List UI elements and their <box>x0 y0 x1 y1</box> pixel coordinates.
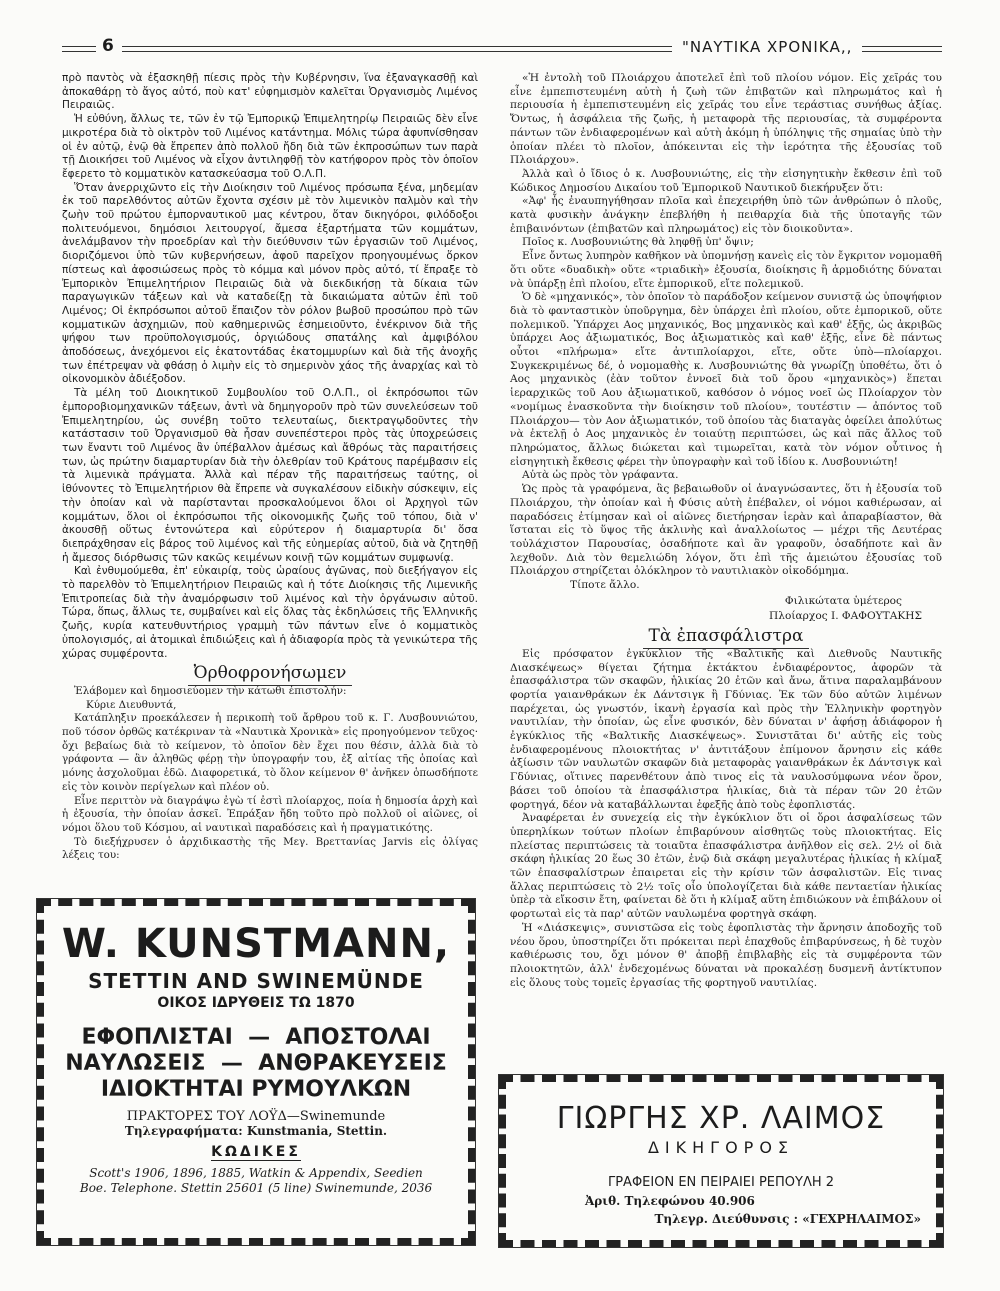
masthead-title: "ΝΑΥΤΙΚΑ ΧΡΟΝΙΚΑ,, <box>682 38 853 56</box>
article-paragraph: Ἡ «Διάσκεψις», συνιστῶσα εἰς τοὺς ἐφοπλιστὰς τὴν ἄρνησιν ἀποδοχῆς τοῦ νέου ὅρου, ὑποστηρίζει ὅτι πρόκειται περὶ ἐπαχθοῦς ἐπιβαρύνσεως, ἡ δὲ τυχὸν καθιέρωσις του, ὄχι μόνον θ' ἀποβῇ ἐπιβλαβὴς εἰς τὰ συμφέροντα τῶν πλοιοκτητῶν, ἀλλ' ἐνδεχομένως δύναται νὰ προκαλέσῃ δυσμενῆ ἀντίκτυπον εἰς ὅλους τοὺς τομεῖς ἐργασίας τῆς φορτηγοῦ ναυτιλίας. <box>510 921 942 989</box>
article-paragraph: Καὶ ἐνθυμούμεθα, ἐπ' εὐκαιρίᾳ, τοὺς ὡραίους ἀγῶνας, ποὺ διεξήγαγον εἰς τὸ παρελθὸν τὸ Ἐπιμελητήριον Πειραιῶς καὶ ἡ τότε Διοίκησις τῆς Λιμενικῆς Ἐπιτροπείας διὰ τὴν ἀναμόρφωσιν τοῦ λιμένος καὶ τὴν ὀργάνωσιν αὐτοῦ. Τώρα, ὅπως, ἄλλως τε, συμβαίνει καὶ εἰς ὅλας τὰς ἐκδηλώσεις τῆς Ἑλληνικῆς ζωῆς, κυρία κατευθυντήριος γραμμὴ τῶν πάντων εἶνε ὁ κομματικὸς ὑπολογισμός, αἱ ἀτομικαὶ ἐπιδιώξεις καὶ ἡ ἀδιαφορία πρὸς τὰ γενικώτερα τῆς χώρας συμφέροντα. <box>62 565 478 660</box>
ad-services-row-1: ΕΦΟΠΛΙΣΤΑΙ — ΑΠΟΣΤΟΛΑΙ <box>81 1025 431 1050</box>
letter-paragraph: Ἀλλὰ καὶ ὁ ἴδιος ὁ κ. Λυσβουνιώτης, εἰς τὴν εἰσηγητικὴν ἔκθεσιν ἐπὶ τοῦ Κώδικος Δημοσίου Δικαίου τοῦ Ἐμπορικοῦ Ναυτικοῦ διεκήρυξεν ὅτι: <box>510 167 942 194</box>
header-rule-middle <box>122 46 672 52</box>
ad-phone-number: Ἀριθ. Τηλεφώνου 40.906 <box>585 1194 755 1208</box>
article-paragraph: Ἡ εὐθύνη, ἄλλως τε, τῶν ἐν τῷ Ἐμπορικῷ Ἐπιμελητηρίῳ Πειραιῶς δὲν εἶνε μικροτέρα διὰ τὸ οἰκτρὸν τοῦ Λιμένος κατάντημα. Μόλις τώρα ἀφυπνίσθησαν οἱ ἐν αὐτῷ, ἐνῷ θὰ ἔπρεπεν ἀπὸ πολλοῦ ἤδη διὰ τῶν ἐκπροσώπων των παρὰ τῇ Διοικήσει τοῦ Λιμένος νὰ εἶχον ἀντιληφθῇ τὸν κατήφορον πρὸς τὸν ὁποῖον ἔφερετο τὸ κομματικὸν κατασκεύασμα τοῦ Ο.Λ.Π. <box>62 113 478 180</box>
letter-paragraph: Αὐτὰ ὡς πρὸς τὸν γράφαντα. <box>522 469 679 482</box>
header-rule-left <box>62 46 96 52</box>
article-paragraph: πρὸ παντὸς νὰ ἐξασκηθῇ πίεσις πρὸς τὴν Κυβέρνησιν, ἵνα ἐξαναγκασθῇ καὶ ἀποκαθάρῃ τὸ ἄγος αὐτό, ποὺ κατ' εὐφημισμὸν καλεῖται Ὀργανισμὸς Λιμένος Πειραιῶς. <box>62 72 478 112</box>
ad-codes-line-1: Scott's 1906, 1896, 1885, Watkin & Appendix, Seedien <box>89 1166 423 1180</box>
left-column <box>62 72 478 863</box>
article-paragraph: Ἀναφέρεται ἐν συνεχείᾳ εἰς τὴν ἐγκύκλιον ὅτι οἱ ὅροι ἀσφαλίσεως τῶν ὑπερηλίκων τούτων πλοίων ἐπιβαρύνουν αἰσθητῶς τοὺς πλοιοκτήτας. Εἰς πλείστας περιπτώσεις τὰ τοιαῦτα ἐπασφάλιστρα ἀνῆλθον εἰς σελ. 2½ οἱ διὰ σκάφη ἡλικίας 20 ἕως 30 ἐτῶν, ἐνῷ διὰ σκάφη μεγαλυτέρας ἡλικίας ἡ κλίμαξ τῶν ἐπασφαλίστρων ἐπαιρεται εἰς τὴν κρίσιν τῶν ἀσφαλιστῶν. Εἰς τινας ἄλλας περιπτώσεις τὸ 2½ τοῖς οἷο ὑπολογίζεται διὰ κάθε πενταετίαν ἡλικίας ὑπὲρ τὰ εἴκοσιν ἔτη, φαίνεται δὲ ὅτι ἡ κλίμαξ αὕτη ἐπιδιώκουν νὰ ἐπιβάλουν οἱ φορτωταὶ εἰς τὰ παρ' αὐτῶν ναυλωμένα φορτηγὰ σκάφη. <box>510 812 942 921</box>
ad-codes-heading <box>49 1144 463 1160</box>
letter-paragraph: Εἶνε περιττὸν νὰ διαγράψω ἐγὼ τί ἐστὶ πλοίαρχος, ποία ἡ δημοσία ἀρχὴ καὶ ἡ ἐξουσία, τὴν ὁποίαν ἀσκεῖ. Ἐπράξαν ἤδη τοῦτο πρὸ πολλοῦ οἱ αἰῶνες, οἱ νόμοι ὅλου τοῦ Κόσμου, αἱ ναυτικαὶ παραδόσεις καὶ ἡ πραγματικότης. <box>62 794 478 834</box>
ad-codes-line-2: Boe. Telephone. Stettin 25601 (5 line) Swinemunde, 2036 <box>79 1181 433 1195</box>
letter-paragraph: Εἶνε ὄντως λυπηρὸν καθῆκον νὰ ὑπομνήσῃ κανεὶς εἰς τὸν ἔγκριτον νομομαθῆ ὅτι οὔτε «δυαδικὴ» οὔτε «τριαδικὴ» ἐξουσία, διοίκησις ἢ ἁρμοδιότης δύναται νὰ ὑπάρξῃ ἐπὶ πλοίου, εἴτε ἐμπορικοῦ, εἴτε πολεμικοῦ. <box>510 250 942 290</box>
letter-paragraph: Ποῖος κ. Λυσβουνιώτης θὰ ληφθῇ ὑπ' ὄψιν; <box>522 236 754 249</box>
article-paragraph: Τὰ μέλη τοῦ Διοικητικοῦ Συμβουλίου τοῦ Ο.Λ.Π., οἱ ἐκπρόσωποι τῶν ἐμποροβιομηχανικῶν τάξεων, ἀντὶ νὰ δημηγοροῦν πρὸ τῶν συνελεύσεων τοῦ Ἐπιμελητηρίου, ὡς συνέβη τοῦτο τελευταίως, διεκτραγῳδοῦντες τὴν κατάστασιν τοῦ Ὀργανισμοῦ θὰ ἦσαν συνεπέστεροι πρὸς τὰς ὑποχρεώσεις των ἔναντι τοῦ Λιμένος ἂν ὑπέβαλλον ἀμέσως καὶ ἄθρόως τὰς παραιτήσεις των, ὡς πρώτην διαμαρτυρίαν διὰ τὴν ὀλεθρίαν τοῦ Κράτους παρέμβασιν εἰς τὰ λιμενικὰ πράγματα. Ἀλλὰ καὶ πέραν τῆς παραιτήσεως ταύτης, οἱ ἰθύνοντες τὸ Ἐπιμελητήριον θὰ ἔπρεπε νὰ συγκαλέσουν εἰδικὴν σύσκεψιν, εἰς τὴν ὁποίαν καὶ νὰ παρίστανται προσκαλούμενοι ὅλοι οἱ Ἀρχηγοὶ τῶν κομμάτων, ὅλοι οἱ ἐκπρόσωποι τῆς οἰκονομικῆς ζωῆς τοῦ τόπου, διὰ ν' ἀκουσθῇ οὕτως ἐντονώτερα καὶ εὐρύτερον ἡ διαμαρτυρία δι' ὅσα διεπράχθησαν εἰς βάρος τοῦ λιμένος καὶ τῆς εὐημερίας αὐτοῦ, διὰ νὰ ζητηθῇ ἡ ἄμεσος διόρθωσις τῶν κακῶς κειμένων κοινῇ τῶν κομμάτων συμφωνίᾳ. <box>62 387 478 564</box>
ad-service: ΑΠΟΣΤΟΛΑΙ <box>285 1025 431 1050</box>
ad-telegraph-address: Τηλεγρ. Διεύθυνσις : «ΓΕΧΡΗΛΑΙΜΟΣ» <box>654 1212 921 1226</box>
letter-paragraph: Τίποτε ἄλλο. <box>570 579 640 592</box>
advertisement-laimos <box>498 1074 944 1248</box>
letter-paragraph: Ὁ δὲ «μηχανικός», τὸν ὁποῖον τὸ παράδοξον κείμενον συνιστᾷ ὡς ὑποψήφιον διὰ τὸ φανταστικὸν ὑποῦργημα, δὲν ὑπάρχει ἐπὶ πλοίου, οὔτε ἐμπορικοῦ, οὔτε πολεμικοῦ. Ὑπάρχει Αος μηχανικός, Βος μηχανικὸς καὶ καθ' ἑξῆς, ὡς ἀκριβῶς ὑπάρχει Αος ἀξιωματικός, Βος ἀξιωματικὸς καὶ καθ' ἑξῆς, εἶνε δὲ πάντως οὗτοι «πλήρωμα» εἴτε ἀντιπλοίαρχοι, εἴτε, οὔτε ὑπὸ—πλοίαρχοι. Συγκεκριμένως δέ, ὁ νομομαθὴς κ. Λυσβουνιώτης θὰ γνωρίζῃ ὑποθέτω, ὅτι ὁ Αος μηχανικὸς (ἐὰν τοῦτον ἐννοεῖ διὰ τοῦ ὅρου «μηχανικὸς») ἕπεται ἱεραρχικῶς τοῦ Αου ἀξιωματικοῦ, καθόσον ὁ νόμος νοεῖ ὡς Πλοίαρχον τὸν «νομίμως ἐνασκοῦντα τὴν διοίκησιν τοῦ πλοίου», τουτέστιν — ἀπόντος τοῦ Πλοιάρχου— τὸν Αον ἀξιωματικόν, τοῦ ὁποίου τὰς διαταγὰς ὀφείλει ἀπολύτως νὰ ἐκτελῇ ὁ Αος μηχανικὸς ἐν τοιαύτῃ περιπτώσει, ὡς καὶ πᾶς ἄλλος τοῦ πληρώματος, ἄλλως διώκεται καὶ τιμωρεῖται, κατὰ τὸν νόμον οὗτινος ἡ εἰσηγητικὴ ἔκθεσις φέρει τὴν ὑπογραφὴν καὶ τοῦ ἰδίου κ. Λυσβουνιώτη! <box>510 291 942 468</box>
advertisement-kunstmann <box>36 898 476 1246</box>
article-paragraph: Εἰς πρόσφατον ἐγκύκλιον τῆς «Βαλτικῆς καὶ Διεθνοῦς Ναυτικῆς Διασκέψεως» θίγεται ζήτημα ἐκτάκτου ἐνδιαφέροντος, ἀφορῶν τὰ ἐπασφάλιστρα τῶν σκαφῶν, ἡλικίας 20 ἐτῶν καὶ ἄνω, ἅτινα παραλαμβάνουν φορτία γαιανθράκων ἐκ Δάντσιγκ ἢ Γδύνιας. Ἐκ τῶν δύο αὐτῶν λιμένων παρέχεται, ὡς γνωστόν, ἱκανὴ ἐργασία καὶ πρὸς τὴν Ἑλληνικὴν φορτηγὸν ναυτιλίαν, τὴν ὁποίαν, ὡς εἶνε φυσικόν, δὲν δύναται ν' ἀφήσῃ ἀδιάφορον ἡ ἐγκύκλιος τῆς «Βαλτικῆς Διασκέψεως». Συνιστᾶται δι' αὐτῆς εἰς τοὺς ἐνδιαφερομένους πλοιοκτήτας ν' ἀντιτάξουν ἐπίμονον ἄρνησιν εἰς κάθε ἀξίωσιν τῶν ναυλωτῶν σκαφῶν διὰ μεταφορὰς γαιανθράκων ἐκ Δάντσιγκ καὶ Γδύνιας, οἵτινες παρενθέτουν ἀπὸ τινος εἰς τὰ ναυλοσύμφωνα νέον ὅρον, βάσει τοῦ ὁποίου τὰ ἐπασφάλιστρα ἡλικίας, διὰ τὰ πέραν τῶν 20 ἐτῶν φορτηγά, δέον νὰ καταβάλλωνται ἐφεξῆς ἀπὸ τοὺς ἐφοπλιστάς. <box>510 647 942 811</box>
ad-telegrams: Τηλεγραφήματα: Kunstmania, Stettin. <box>124 1124 388 1138</box>
right-column <box>510 72 942 990</box>
section-title-text: Τὰ ἐπασφάλιστρα <box>643 626 810 649</box>
ad-company-name: W. KUNSTMANN, <box>61 921 451 967</box>
section-title-orthofronisomen <box>62 663 478 684</box>
page-number: 6 <box>102 36 114 56</box>
header-rule-right <box>862 46 942 52</box>
section-title-epasfalistra <box>510 626 942 647</box>
letter-closing: Φιλικώτατα ὑμέτερος <box>784 594 902 607</box>
letter-intro: Ἐλάβομεν καὶ δημοσιεύομεν τὴν κάτωθι ἐπιστολήν: <box>74 684 347 697</box>
letter-salutation: Κύριε Διευθυντά, <box>86 698 177 711</box>
ad-content <box>511 1087 931 1235</box>
section-title-text: Ὀρθοφρονήσωμεν <box>188 663 353 686</box>
article-paragraph: Ὅταν ἀνερριχῶντο εἰς τὴν Διοίκησιν τοῦ Λιμένος πρόσωπα ξένα, μηδεμίαν ἐκ τοῦ παρελθόντος αὐτῶν ἔχοντα σχέσιν μὲ τὸν λιμενικὸν παλμὸν καὶ τὴν ζωὴν τοῦ πρώτου ἐμπορναυτικοῦ μας κέντρου, ὅταν δικηγόροι, φιλόδοξοι πολιτευόμενοι, δημόσιοι λειτουργοί, ἄμεσα ἐξαρτήματα τῶν κομμάτων, ἀνελάμβανον τὴν προεδρίαν καὶ τὴν διεύθυνσιν τῶν ἐργασιῶν τοῦ Λιμένος, διοριζόμενοι ὑπὸ τῶν κυβερνήσεων, ἀφοῦ παρεῖχον προηγουμένως ὅρκον πίστεως καὶ ἀφοσιώσεως πρὸς τὸ κόμμα καὶ μόνον πρὸς αὐτό, τί ἔπραξε τὸ Ἐμπορικὸν Ἐπιμελητήριον Πειραιῶς διὰ νὰ διεκδικήσῃ τὰ δίκαια τῶν παραγωγικῶν τάξεων καὶ νὰ καταδείξῃ τὰ δικαιώματα αὐτῶν ἐπὶ τοῦ Λιμένος; Οἱ ἐκπρόσωποι αὐτοῦ ἔπαιζον τὸν ρόλον βωβοῦ προσώπου πρὸ τῶν κομματικῶν ἀσχημιῶν, ποὺ καθημερινῶς ἐσημειοῦντο, ἐνέκρινον διὰ τῆς ψήφου των προϋπολογισμούς, ὀργιώδους σπατάλης καὶ ἀμφιβόλου ἀποδόσεως, ἀνεχόμενοι εἰς ἑκατοντάδας ἑκατομμυρίων καὶ διὰ τῆς ἀνοχῆς των ἐπέτρεψαν νὰ φθάσῃ ὁ λιμὴν εἰς τὸ σημερινὸν χάος τῆς ἀναρχίας καὶ τὸ οἰκονομικὸν ἀδιέξοδον. <box>62 181 478 386</box>
letter-paragraph: Τὸ διεξήχρυσεν ὁ ἀρχιδικαστὴς τῆς Μεγ. Βρεττανίας Jarvis εἰς ὀλίγας λέξεις του: <box>62 835 478 862</box>
letter-signature: Πλοίαρχος Ι. ΦΑΦΟΥΤΑΚΗΣ <box>769 610 922 623</box>
page-header <box>62 36 942 66</box>
ad-agents: ΠΡΑΚΤΟΡΕΣ ΤΟΥ ΛΟΫΔ—Swinemunde <box>126 1109 386 1124</box>
ad-service: ΝΑΥΛΩΣΕΙΣ <box>65 1051 206 1076</box>
ad-content <box>49 911 463 1233</box>
ad-codes-title: ΚΩΔΙΚΕΣ <box>211 1144 301 1160</box>
letter-paragraph: «Ἀφ' ἧς ἐναυπηγήθησαν πλοῖα καὶ ἐπεχειρήθη ὑπὸ τῶν ἀνθρώπων ὁ πλοῦς, κατὰ φυσικὴν ἀνάγκην ἐπεβλήθη ἡ πειθαρχία διὰ τῆς ὑποταγῆς τῶν ἐπιβαινόντων (ἐπιβατῶν καὶ πληρωμάτος) εἰς τὸν διοικοῦντα». <box>510 195 942 235</box>
ad-services-row-3: ΙΔΙΟΚΤΗΤΑΙ ΡΥΜΟΥΛΚΩΝ <box>100 1077 412 1102</box>
letter-paragraph: Ὡς πρὸς τὰ γραφόμενα, ἃς βεβαιωθοῦν οἱ ἀναγνώσαντες, ὅτι ἡ ἐξουσία τοῦ Πλοιάρχου, τὴν ὁποίαν καὶ ἡ Φύσις αὐτὴ ἐπέβαλεν, οἱ νόμοι καθιέρωσαν, αἱ παραδόσεις ἐτίμησαν καὶ οἱ αἰῶνες διετήρησαν ἱερὰν καὶ ἀπαραβίαστον, θὰ ἵσταται εἰς τὸ ὕψος τῆς ἀκλινὴς καὶ ἀναλλοίωτος — μέχρι τῆς Δευτέρας τοὐλάχιστον Παρουσίας, ὁσαδήποτε καὶ ἂν γραφοῦν, ὁσαδήποτε καὶ ἂν λεχθοῦν. Διὰ τὸν θεμελιώδη λόγον, ὅτι ἐπὶ τῆς ἀμειώτου ἐξουσίας τοῦ Πλοιάρχου στηρίζεται ὁλόκληρον τὸ ναυτιλιακὸν οἰκοδόμημα. <box>510 483 942 578</box>
letter-paragraph: «Ἡ ἐντολὴ τοῦ Πλοιάρχου ἀποτελεῖ ἐπὶ τοῦ πλοίου νόμον. Εἰς χεῖράς του εἶνε ἐμπεπιστευμένη αὐτὴ ἡ ζωὴ τῶν ἐπιβατῶν καὶ πληρωμάτος καὶ ἡ περιουσία ἡ ἐμπεπιστευμένη εἰς χεῖράς του εἶνε τεράστιας συνήθως ἀξίας. Ὄντως, ἡ ἀσφάλεια τῆς ζωῆς, ἡ μεταφορὰ τῆς περιουσίας, τὰ συμφέροντα πάντων τῶν ἐνδιαφερομένων καὶ αὐτὴ ἀκόμη ἡ ὑπόληψις τῆς σημαίας ὑπὸ τὴν ὁποίαν πλέει τὸ πλοῖον, ἀπόκεινται εἰς τὴν ἱερότητα τῆς ἐξουσίας τοῦ Πλοιάρχου». <box>510 72 942 167</box>
ad-service: ΕΦΟΠΛΙΣΤΑΙ <box>81 1025 233 1050</box>
ad-service: ΑΝΘΡΑΚΕΥΣΕΙΣ <box>258 1051 447 1076</box>
ad-lawyer-role: ΔΙΚΗΓΟΡΟΣ <box>647 1138 795 1157</box>
ad-founded: ΟΙΚΟΣ ΙΔΡΥΘΕΙΣ ΤΩ 1870 <box>157 995 355 1011</box>
ad-company-cities: STETTIN AND SWINEMÜNDE <box>88 969 424 993</box>
ad-lawyer-name: ΓΙΩΡΓΗΣ ΧΡ. ΛΑΙΜΟΣ <box>556 1101 886 1136</box>
letter-paragraph: Κατάπληξιν προεκάλεσεν ἡ περικοπὴ τοῦ ἄρθρου τοῦ κ. Γ. Λυσβουνιώτου, ποῦ τόσον ὀρθῶς κατέκριναν τὰ «Ναυτικὰ Χρονικὰ» εἰς προηγούμενον τεῦχος· ὄχι βεβαίως διὰ τὸ κείμενον, τὸ ὁποῖον δὲν ἔχει που θέσιν, ἀλλὰ διὰ τὸ γράφοντα — ἂν ἀληθῶς φέρῃ τὴν ὑπογραφήν του, ἐξ αἰτίας τῆς ὁποίας καὶ μόνης ἀσχολοῦμαι ἐδῶ. Διαφορετικά, τὸ ὅλον κείμενον θ' ἀνῆκεν ὁπωσδήποτε εἰς τὸν κοινὸν περίγελων καὶ πλέον οὐ. <box>62 712 478 793</box>
ad-services-row-2: ΝΑΥΛΩΣΕΙΣ — ΑΝΘΡΑΚΕΥΣΕΙΣ <box>65 1051 447 1076</box>
ad-office-address: ΓΡΑΦΕΙΟΝ ΕΝ ΠΕΙΡΑΙΕΙ ΡΕΠΟΥΛΗ 2 <box>607 1175 835 1190</box>
